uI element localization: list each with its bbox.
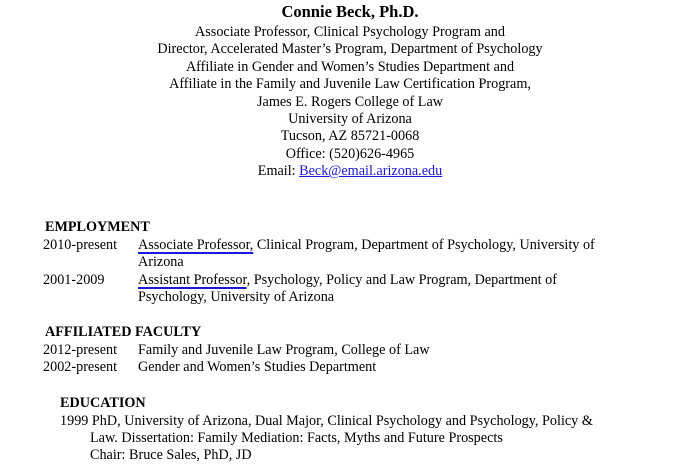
employment-entry-2: [43, 272, 663, 308]
education-chair: Chair: Bruce Sales, PhD, JD: [90, 447, 252, 464]
affiliated-desc-2: Gender and Women’s Studies Department: [138, 359, 377, 375]
title-line-3: Affiliate in Gender and Women’s Studies Department and: [185, 58, 515, 75]
employment-dates-2: 2001-2009: [43, 272, 105, 288]
education-heading: EDUCATION: [60, 395, 146, 411]
employment-desc-2: [138, 272, 648, 306]
title-line-2: Director, Accelerated Master’s Program, Department of Psychology: [157, 41, 543, 58]
address-line: Tucson, AZ 85721-0068: [280, 128, 420, 145]
education-degree: 1999 PhD, University of Arizona, Dual Major, Clinical Psychology and Psychology, Policy &: [60, 413, 593, 429]
affiliated-desc-1: Family and Juvenile Law Program, College of Law: [138, 342, 430, 358]
employment-dates-1: 2010-present: [43, 237, 118, 253]
employment-detail-1: Clinical Program, Department of Psychology, University of: [253, 237, 595, 253]
education-entry: [60, 413, 660, 465]
email-label: Email:: [257, 163, 300, 180]
title-line-4: Affiliate in the Family and Juvenile Law Certification Program,: [169, 76, 531, 93]
employment-detail-1b: Arizona: [138, 254, 184, 271]
affiliated-entry-2: [43, 359, 663, 377]
affiliated-dates-1: 2012-present: [43, 342, 118, 358]
employment-heading: EMPLOYMENT: [45, 219, 150, 235]
employment-detail-2: , Psychology, Policy and Law Program, Department of: [246, 272, 557, 288]
title-line-1: Associate Professor, Clinical Psychology Program and: [195, 24, 505, 40]
email-link[interactable]: Beck@email.arizona.edu: [299, 163, 443, 180]
affiliated-entry-1: [43, 342, 663, 360]
employment-position-2: Assistant Professor: [138, 272, 247, 288]
office-phone: Office: (520)626-4965: [285, 145, 415, 162]
title-line-5: James E. Rogers College of Law: [257, 93, 443, 110]
employment-desc-1: [138, 237, 648, 271]
affiliated-dates-2: 2002-present: [43, 359, 118, 375]
employment-detail-2b: Psychology, University of Arizona: [138, 289, 335, 306]
university-line: University of Arizona: [288, 111, 412, 128]
employment-position-1: Associate Professor,: [138, 237, 254, 253]
education-dissertation: Law. Dissertation: Family Mediation: Facts, Myths and Future Prospects: [90, 430, 503, 447]
affiliated-heading: AFFILIATED FACULTY: [45, 324, 202, 340]
cv-header: [0, 2, 700, 181]
person-name: Connie Beck, Ph.D.: [281, 2, 419, 21]
employment-entry-1: [43, 237, 663, 273]
email-line: [0, 163, 700, 180]
